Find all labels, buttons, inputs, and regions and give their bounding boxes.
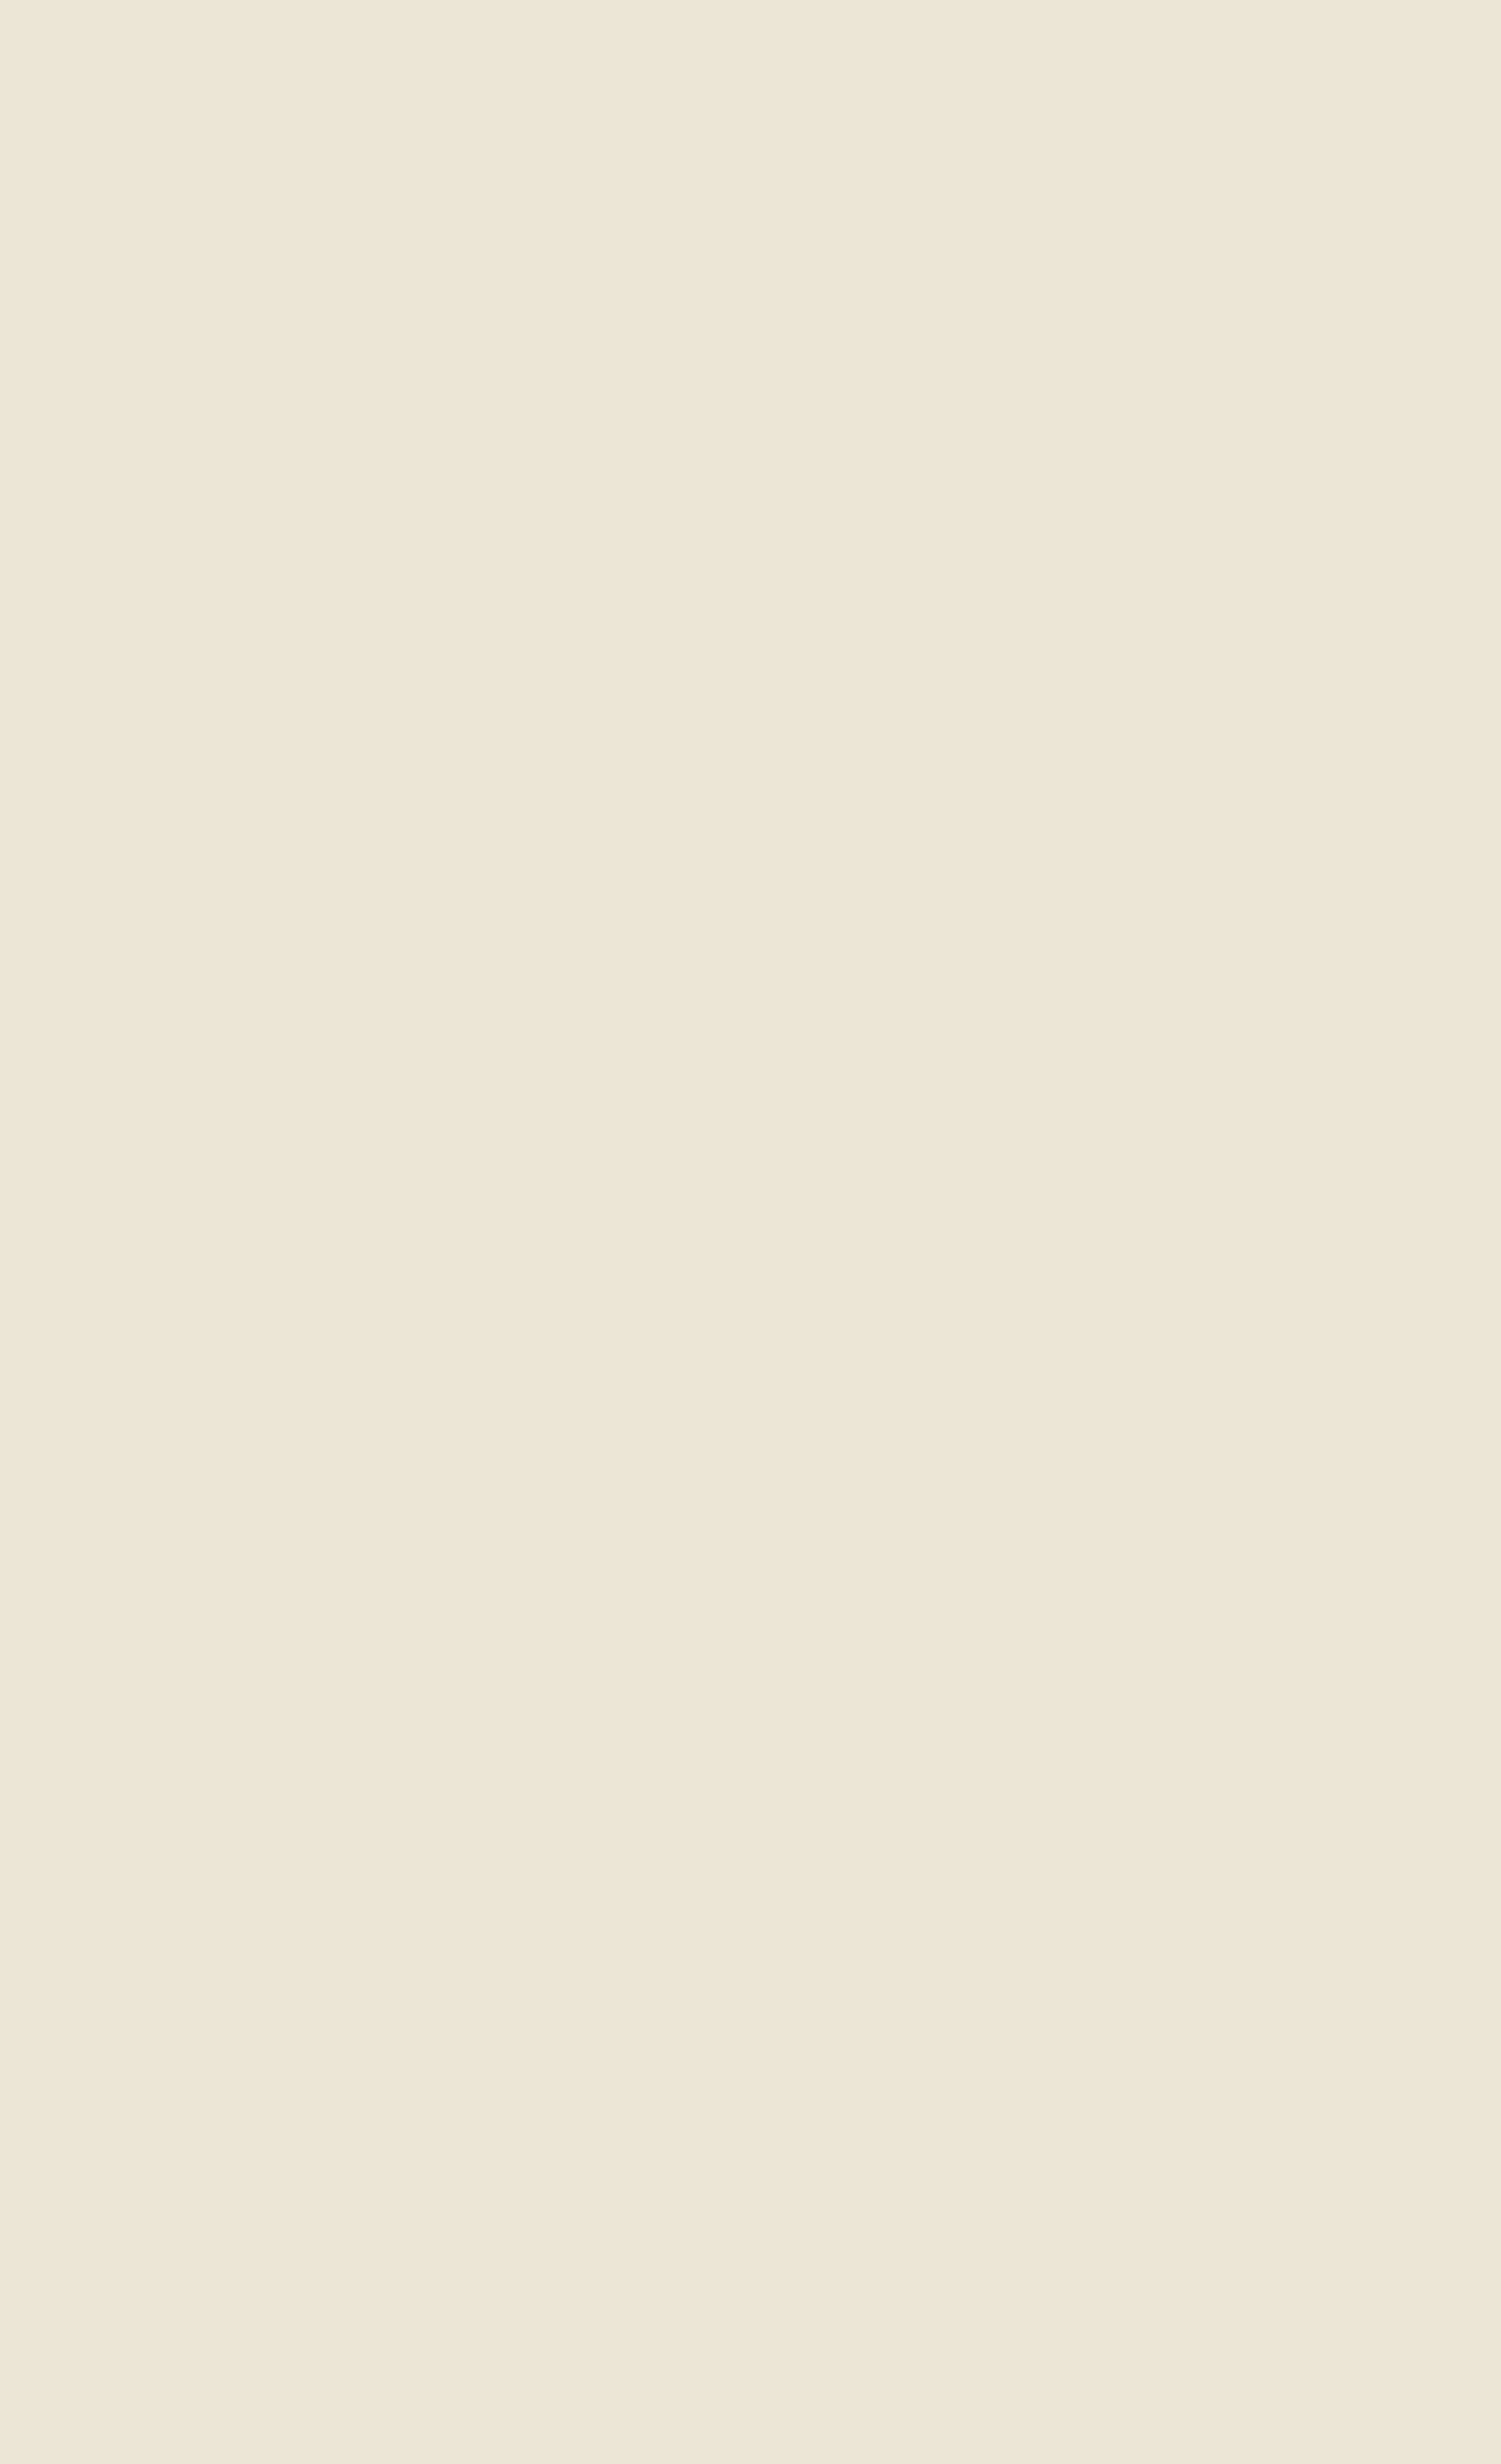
page-header	[162, 18, 1259, 117]
